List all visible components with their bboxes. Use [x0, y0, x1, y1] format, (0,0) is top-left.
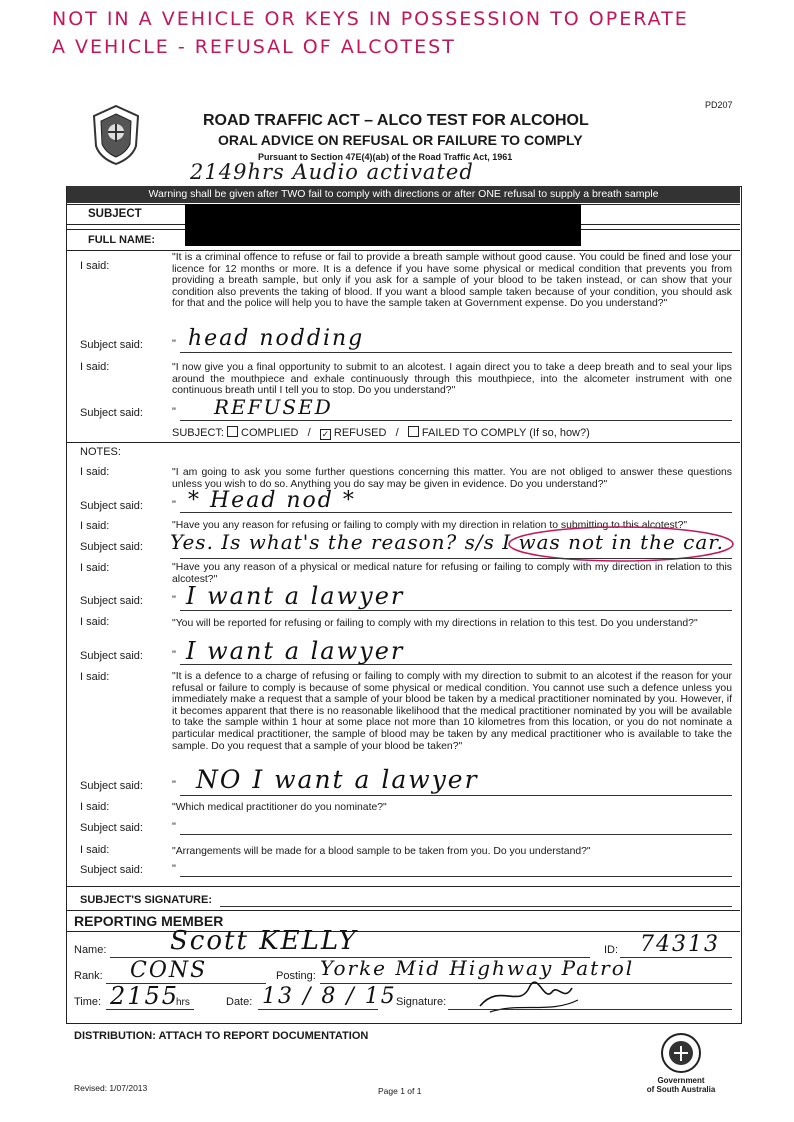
complied-checkbox[interactable] — [227, 426, 238, 437]
report-date: 13 / 8 / 15 — [262, 984, 397, 1009]
redacted-name — [185, 204, 581, 246]
notes-label: NOTES: — [80, 446, 121, 458]
statement-3: "I am going to ask you some further questions concerning this matter. You are not obliged to answer these questions unless you wish to do so. Anything you do say may be given in evidence. Do you understand?" — [172, 467, 732, 490]
response-4: Yes. Is what's the reason? s/s I was not in the car. — [170, 530, 725, 554]
page-number: Page 1 of 1 — [378, 1086, 422, 1096]
full-name-label: FULL NAME: — [88, 234, 156, 246]
reporter-id: 74313 — [640, 932, 720, 957]
response-6: I want a lawyer — [186, 637, 405, 665]
top-note-line1: NOT IN A VEHICLE OR KEYS IN POSSESSION TO OPERATE — [52, 8, 689, 30]
pursuant-text: Pursuant to Section 47E(4)(ab) of the Road Traffic Act, 1961 — [258, 152, 513, 162]
response-2: REFUSED — [214, 395, 333, 419]
circle-annotation — [505, 522, 737, 566]
page-subtitle: ORAL ADVICE ON REFUSAL OR FAILURE TO COMPLY — [218, 132, 583, 148]
statement-4: "Have you any reason for refusing or failing to comply with my direction in relation to submitting to this alcotest?" — [172, 520, 688, 531]
reporter-posting: Yorke Mid Highway Patrol — [320, 956, 635, 980]
reporting-heading: REPORTING MEMBER — [74, 913, 224, 929]
form-code: PD207 — [705, 100, 733, 110]
statement-5: "Have you any reason of a physical or medical nature for refusing or failing to comply with my direction in relation to this alcotest?" — [172, 562, 732, 585]
statement-7: "It is a defence to a charge of refusing or failing to comply with my direction to submit to an alcotest if the reason for your refusal or failure to comply is because of some physical or medical condition. You cannot use such a defence unless you immediately make a request that a sample of your blood be taken by a medical practitioner nominated by you. However, if it becomes apparent that there is no reasonable likelihood that the medical practitioner nominated by you will be available to take the sample within 1 hour at some place not more than 10 kilometres from this location, or you do not nominate a particular medical practitioner, the sample of blood may be taken by any medical practitioner who is available to take the sample. Do you request that a sample of your blood be taken?" — [172, 671, 732, 752]
statement-6: "You will be reported for refusing or failing to comply with my directions in relation to this test. Do you understand?" — [172, 618, 698, 629]
subject-heading: SUBJECT — [88, 208, 142, 220]
top-note-line2: A VEHICLE - REFUSAL OF ALCOTEST — [52, 36, 456, 58]
revised-date: Revised: 1/07/2013 — [74, 1083, 148, 1093]
statement-8: "Which medical practitioner do you nominate?" — [172, 802, 387, 813]
subject-said-label: Subject said: — [80, 339, 143, 351]
response-1: head nodding — [188, 326, 365, 351]
statement-9: "Arrangements will be made for a blood sample to be taken from you. Do you understand?" — [172, 846, 591, 857]
audio-note: 2149hrs Audio activated — [190, 160, 474, 184]
outcome-row: SUBJECT: COMPLIED / ✓ REFUSED / FAILED TO COMPLY (If so, how?) — [172, 427, 590, 439]
distribution-text: DISTRIBUTION: ATTACH TO REPORT DOCUMENTATION — [74, 1030, 369, 1042]
failed-checkbox[interactable] — [408, 426, 419, 437]
statement-1: "It is a criminal offence to refuse or fail to provide a breath sample without good cause. You could be fined and lose your licence for 12 months or more. It is a defence if you have some physical or medical condition that prevents you from providing a breath sample, but only if you ask for a sample of your blood to be taken instead, or can show that your condition also prevents the taking of blood. If you want a blood sample taken because of your condition, you should ask for that and the police will help you to have the sample taken at Government expense. Do you understand?" — [172, 252, 732, 310]
gov-logo-text: Government of South Australia — [646, 1076, 716, 1094]
page-title: ROAD TRAFFIC ACT – ALCO TEST FOR ALCOHOL — [203, 112, 589, 129]
report-time: 2155 — [110, 982, 180, 1010]
statement-2: "I now give you a final opportunity to submit to an alcotest. I again direct you to take a deep breath and to seal your lips around the mouthpiece and exhale continuously through this mouthpiece, into the alcometer instrument with one continuous breath until I tell you to stop. Do you understand?" — [172, 362, 732, 397]
response-3: * Head nod * — [188, 488, 356, 513]
warning-bar: Warning shall be given after TWO fail to comply with directions or after ONE refusal to supply a breath sample — [67, 186, 740, 203]
subject-signature-label: SUBJECT'S SIGNATURE: — [80, 894, 212, 906]
reporter-name: Scott KELLY — [170, 926, 358, 956]
sa-crest-icon — [86, 102, 146, 168]
refused-checkbox[interactable]: ✓ — [321, 429, 330, 439]
response-7: NO I want a lawyer — [196, 765, 479, 794]
i-said-label: I said: — [80, 260, 110, 272]
sa-gov-logo-icon — [660, 1032, 702, 1074]
response-5: I want a lawyer — [186, 582, 405, 610]
reporter-rank: CONS — [130, 958, 208, 983]
